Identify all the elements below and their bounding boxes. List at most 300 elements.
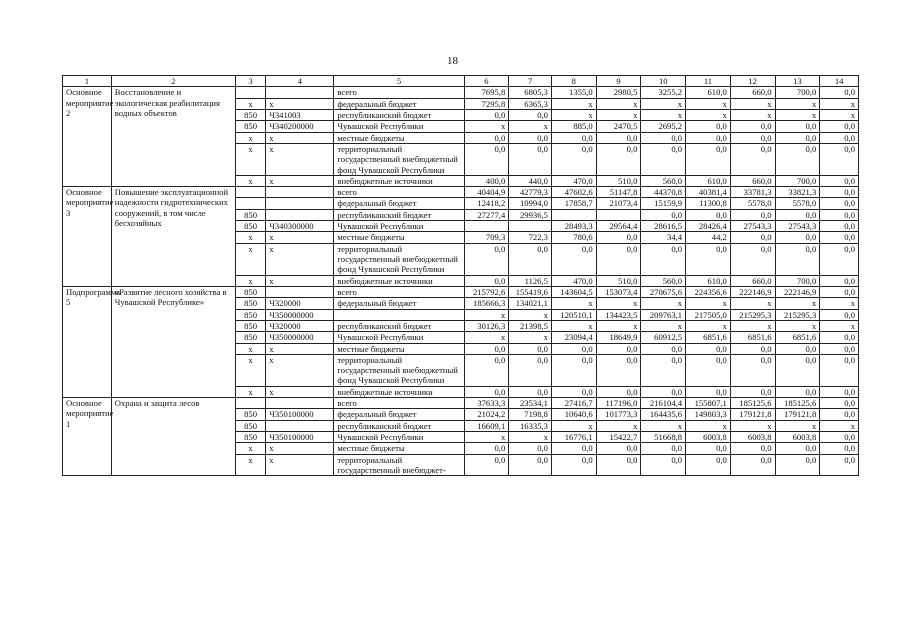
value-cell: x xyxy=(551,420,596,431)
value-cell: 722,3 xyxy=(509,232,552,243)
code-cell: x xyxy=(235,232,265,243)
code-cell: 850 xyxy=(235,221,265,232)
value-cell: x xyxy=(820,298,859,309)
header-cell: 13 xyxy=(775,76,820,87)
source-cell: республиканский бюджет xyxy=(334,420,464,431)
source-cell: федеральный бюджет xyxy=(334,98,464,109)
value-cell: 185666,3 xyxy=(464,298,509,309)
value-cell: 0,0 xyxy=(509,386,552,397)
target-code-cell: Ч340200000 xyxy=(266,121,334,132)
value-cell: 33781,3 xyxy=(730,187,775,198)
value-cell: 0,0 xyxy=(775,143,820,175)
value-cell: 0,0 xyxy=(730,343,775,354)
value-cell: 0,0 xyxy=(641,132,686,143)
value-cell: 0,0 xyxy=(551,454,596,476)
target-code-cell xyxy=(266,198,334,209)
source-cell: всего xyxy=(334,398,464,409)
value-cell: 0,0 xyxy=(730,143,775,175)
value-cell: 0,0 xyxy=(551,143,596,175)
value-cell: 0,0 xyxy=(464,454,509,476)
code-cell: x xyxy=(235,98,265,109)
target-code-cell: Ч341003 xyxy=(266,109,334,120)
value-cell: 0,0 xyxy=(775,243,820,275)
value-cell: 42779,3 xyxy=(509,187,552,198)
value-cell: 0,0 xyxy=(641,143,686,175)
value-cell: 0,0 xyxy=(686,143,731,175)
value-cell: 0,0 xyxy=(820,454,859,476)
value-cell: 134021,1 xyxy=(509,298,552,309)
code-cell: x xyxy=(235,275,265,286)
value-cell: 60912,5 xyxy=(641,332,686,343)
value-cell: 0,0 xyxy=(820,175,859,186)
item-title-cell: Восстановление и экологическая реабилитация водных объектов xyxy=(111,87,235,187)
value-cell: 164435,6 xyxy=(641,409,686,420)
header-cell: 8 xyxy=(551,76,596,87)
value-cell: 0,0 xyxy=(686,443,731,454)
code-cell: 850 xyxy=(235,209,265,220)
table-row xyxy=(63,187,859,198)
value-cell: 0,0 xyxy=(686,386,731,397)
code-cell: x xyxy=(235,386,265,397)
value-cell: 117196,0 xyxy=(596,398,641,409)
value-cell: 0,0 xyxy=(596,386,641,397)
value-cell: 15422,7 xyxy=(596,432,641,443)
value-cell: 0,0 xyxy=(686,121,731,132)
value-cell: 0,0 xyxy=(641,443,686,454)
value-cell: x xyxy=(775,420,820,431)
value-cell: 28616,5 xyxy=(641,221,686,232)
header-cell: 14 xyxy=(820,76,859,87)
value-cell: 0,0 xyxy=(596,232,641,243)
value-cell: 470,0 xyxy=(551,175,596,186)
value-cell: 27543,3 xyxy=(730,221,775,232)
value-cell: 7198,8 xyxy=(509,409,552,420)
value-cell: 0,0 xyxy=(730,121,775,132)
value-cell: 0,0 xyxy=(775,232,820,243)
code-cell: 850 xyxy=(235,320,265,331)
value-cell: x xyxy=(596,298,641,309)
value-cell: 700,0 xyxy=(775,275,820,286)
value-cell: 155807,1 xyxy=(686,398,731,409)
source-cell: местные бюджеты xyxy=(334,443,464,454)
value-cell: 709,3 xyxy=(464,232,509,243)
value-cell: x xyxy=(509,309,552,320)
value-cell: 0,0 xyxy=(820,198,859,209)
source-cell xyxy=(334,309,464,320)
value-cell: x xyxy=(730,320,775,331)
value-cell: 0,0 xyxy=(730,386,775,397)
source-cell: Чувашской Республики xyxy=(334,332,464,343)
value-cell: 179121,8 xyxy=(730,409,775,420)
value-cell: 0,0 xyxy=(686,209,731,220)
value-cell: 0,0 xyxy=(820,443,859,454)
item-category-cell: Основное мероприятие 1 xyxy=(63,398,112,476)
source-cell: территориальный государственный внебюджетный фонд Чувашской Республики xyxy=(334,354,464,386)
value-cell: 0,0 xyxy=(596,443,641,454)
value-cell: x xyxy=(464,332,509,343)
value-cell: 0,0 xyxy=(464,275,509,286)
code-cell: 850 xyxy=(235,309,265,320)
code-cell: x xyxy=(235,132,265,143)
source-cell: федеральный бюджет xyxy=(334,298,464,309)
code-cell: x xyxy=(235,143,265,175)
value-cell: 101773,3 xyxy=(596,409,641,420)
header-cell: 12 xyxy=(730,76,775,87)
source-cell: местные бюджеты xyxy=(334,232,464,243)
target-code-cell xyxy=(266,209,334,220)
code-cell: x xyxy=(235,354,265,386)
value-cell: 0,0 xyxy=(820,143,859,175)
value-cell: 510,0 xyxy=(596,175,641,186)
value-cell: 134423,5 xyxy=(596,309,641,320)
code-cell xyxy=(235,198,265,209)
target-code-cell: Ч350100000 xyxy=(266,432,334,443)
value-cell: 27277,4 xyxy=(464,209,509,220)
source-cell: всего xyxy=(334,187,464,198)
value-cell: 0,0 xyxy=(464,109,509,120)
value-cell: 0,0 xyxy=(641,343,686,354)
value-cell: 0,0 xyxy=(820,275,859,286)
value-cell: x xyxy=(686,109,731,120)
target-code-cell xyxy=(266,398,334,409)
source-cell: Чувашской Республики xyxy=(334,221,464,232)
value-cell: 0,0 xyxy=(730,454,775,476)
value-cell: 0,0 xyxy=(820,409,859,420)
value-cell: x xyxy=(820,320,859,331)
value-cell: 2980,5 xyxy=(596,87,641,98)
value-cell: 0,0 xyxy=(464,343,509,354)
value-cell xyxy=(551,209,596,220)
value-cell: x xyxy=(464,432,509,443)
value-cell: 33821,3 xyxy=(775,187,820,198)
value-cell: x xyxy=(686,298,731,309)
value-cell: 0,0 xyxy=(730,232,775,243)
value-cell: 1126,5 xyxy=(509,275,552,286)
value-cell: x xyxy=(730,298,775,309)
value-cell: 44370,8 xyxy=(641,187,686,198)
value-cell: 5578,0 xyxy=(775,198,820,209)
value-cell: 21073,4 xyxy=(596,198,641,209)
value-cell: 16776,1 xyxy=(551,432,596,443)
value-cell: 0,0 xyxy=(641,243,686,275)
item-category-cell: Основное мероприятие 2 xyxy=(63,87,112,187)
value-cell: x xyxy=(775,320,820,331)
source-cell: территориальный государственный внебюджетный фонд Чувашской Республики xyxy=(334,243,464,275)
value-cell: 270675,6 xyxy=(641,286,686,297)
value-cell: 0,0 xyxy=(686,243,731,275)
target-code-cell: Ч340300000 xyxy=(266,221,334,232)
source-cell: республиканский бюджет xyxy=(334,109,464,120)
value-cell: 0,0 xyxy=(730,243,775,275)
value-cell: 0,0 xyxy=(775,454,820,476)
header-cell: 6 xyxy=(464,76,509,87)
value-cell: 120510,1 xyxy=(551,309,596,320)
value-cell: 0,0 xyxy=(551,354,596,386)
value-cell: 510,0 xyxy=(596,275,641,286)
item-title-cell: Охрана и защита лесов xyxy=(111,398,235,476)
value-cell: 0,0 xyxy=(775,343,820,354)
source-cell: республиканский бюджет xyxy=(334,209,464,220)
source-cell: всего xyxy=(334,286,464,297)
target-code-cell: x xyxy=(266,98,334,109)
code-cell: 850 xyxy=(235,121,265,132)
value-cell: 6851,6 xyxy=(775,332,820,343)
value-cell: 0,0 xyxy=(596,243,641,275)
value-cell: 0,0 xyxy=(820,121,859,132)
value-cell: 222146,9 xyxy=(730,286,775,297)
value-cell: 217505,0 xyxy=(686,309,731,320)
value-cell: x xyxy=(551,98,596,109)
value-cell: 0,0 xyxy=(509,343,552,354)
value-cell: 0,0 xyxy=(509,443,552,454)
header-cell: 10 xyxy=(641,76,686,87)
value-cell: 0,0 xyxy=(820,386,859,397)
target-code-cell xyxy=(266,286,334,297)
code-cell: 850 xyxy=(235,109,265,120)
item-title-cell: Повышение эксплуатационной надежности гидротехнических сооружений, в том числе бесхозяйных xyxy=(111,187,235,287)
target-code-cell: x xyxy=(266,175,334,186)
value-cell: 37633,3 xyxy=(464,398,509,409)
value-cell: 215295,3 xyxy=(775,309,820,320)
target-code-cell: Ч320000 xyxy=(266,298,334,309)
value-cell: 215295,3 xyxy=(730,309,775,320)
value-cell: 40404,9 xyxy=(464,187,509,198)
target-code-cell: x xyxy=(266,132,334,143)
table-row xyxy=(63,398,859,409)
value-cell: 3255,2 xyxy=(641,87,686,98)
value-cell: x xyxy=(820,109,859,120)
value-cell: x xyxy=(775,98,820,109)
value-cell: 0,0 xyxy=(820,209,859,220)
value-cell: 10994,0 xyxy=(509,198,552,209)
target-code-cell xyxy=(266,87,334,98)
value-cell: 30126,3 xyxy=(464,320,509,331)
value-cell: x xyxy=(730,98,775,109)
value-cell: 222146,9 xyxy=(775,286,820,297)
value-cell: x xyxy=(509,121,552,132)
target-code-cell: x xyxy=(266,275,334,286)
value-cell: 470,0 xyxy=(551,275,596,286)
value-cell: 44,2 xyxy=(686,232,731,243)
value-cell: 560,0 xyxy=(641,175,686,186)
value-cell: 885,0 xyxy=(551,121,596,132)
value-cell: x xyxy=(641,298,686,309)
table-row xyxy=(63,87,859,98)
value-cell: 0,0 xyxy=(551,443,596,454)
value-cell: 7695,8 xyxy=(464,87,509,98)
value-cell: 0,0 xyxy=(464,132,509,143)
value-cell: 0,0 xyxy=(509,132,552,143)
value-cell: 16335,3 xyxy=(509,420,552,431)
item-category-cell: Основное мероприятие 3 xyxy=(63,187,112,287)
value-cell: 660,0 xyxy=(730,275,775,286)
code-cell: 850 xyxy=(235,332,265,343)
target-code-cell: x xyxy=(266,343,334,354)
value-cell: x xyxy=(641,109,686,120)
value-cell: x xyxy=(775,109,820,120)
value-cell: x xyxy=(509,332,552,343)
source-cell: Чувашской Республики xyxy=(334,432,464,443)
value-cell: x xyxy=(730,420,775,431)
value-cell: 40381,4 xyxy=(686,187,731,198)
value-cell: 700,0 xyxy=(775,175,820,186)
value-cell: 12418,2 xyxy=(464,198,509,209)
target-code-cell: x xyxy=(266,232,334,243)
value-cell: 2470,5 xyxy=(596,121,641,132)
budget-table xyxy=(62,75,859,476)
target-code-cell: x xyxy=(266,443,334,454)
table-row xyxy=(63,286,859,297)
value-cell: 0,0 xyxy=(730,209,775,220)
header-cell: 3 xyxy=(235,76,265,87)
target-code-cell: x xyxy=(266,243,334,275)
value-cell: 27543,3 xyxy=(775,221,820,232)
source-cell: всего xyxy=(334,87,464,98)
value-cell xyxy=(509,221,552,232)
value-cell: 23534,1 xyxy=(509,398,552,409)
value-cell: 0,0 xyxy=(596,143,641,175)
value-cell: x xyxy=(464,309,509,320)
value-cell: 2695,2 xyxy=(641,121,686,132)
value-cell: 11300,8 xyxy=(686,198,731,209)
value-cell: 0,0 xyxy=(509,143,552,175)
value-cell: 215792,6 xyxy=(464,286,509,297)
header-cell: 4 xyxy=(266,76,334,87)
code-cell: 850 xyxy=(235,286,265,297)
value-cell: 17858,7 xyxy=(551,198,596,209)
value-cell: 6365,3 xyxy=(509,98,552,109)
value-cell: x xyxy=(641,420,686,431)
value-cell: 28426,4 xyxy=(686,221,731,232)
source-cell: республиканский бюджет xyxy=(334,320,464,331)
source-cell: местные бюджеты xyxy=(334,343,464,354)
value-cell: 610,0 xyxy=(686,175,731,186)
target-code-cell: Ч350100000 xyxy=(266,409,334,420)
value-cell: 0,0 xyxy=(775,132,820,143)
value-cell: x xyxy=(551,320,596,331)
value-cell: 0,0 xyxy=(551,132,596,143)
value-cell: 185125,6 xyxy=(775,398,820,409)
value-cell: 0,0 xyxy=(509,243,552,275)
code-cell xyxy=(235,187,265,198)
value-cell: 15159,9 xyxy=(641,198,686,209)
code-cell: x xyxy=(235,454,265,476)
value-cell: 0,0 xyxy=(551,343,596,354)
value-cell: 179121,8 xyxy=(775,409,820,420)
value-cell: 0,0 xyxy=(509,354,552,386)
value-cell: 0,0 xyxy=(820,243,859,275)
value-cell: x xyxy=(596,420,641,431)
code-cell: 850 xyxy=(235,298,265,309)
target-code-cell: x xyxy=(266,386,334,397)
value-cell: 0,0 xyxy=(464,354,509,386)
code-cell: x xyxy=(235,243,265,275)
value-cell: 0,0 xyxy=(464,443,509,454)
value-cell: x xyxy=(596,109,641,120)
value-cell: 0,0 xyxy=(686,343,731,354)
value-cell: 610,0 xyxy=(686,87,731,98)
value-cell: 0,0 xyxy=(730,354,775,386)
value-cell: 0,0 xyxy=(464,386,509,397)
value-cell: 0,0 xyxy=(820,432,859,443)
value-cell: 143604,5 xyxy=(551,286,596,297)
value-cell: 0,0 xyxy=(730,443,775,454)
value-cell: 0,0 xyxy=(686,132,731,143)
value-cell: 29936,5 xyxy=(509,209,552,220)
value-cell: x xyxy=(775,298,820,309)
value-cell: 0,0 xyxy=(464,143,509,175)
target-code-cell xyxy=(266,187,334,198)
code-cell xyxy=(235,87,265,98)
source-cell: территориальный государственный внебюджет- xyxy=(334,454,464,476)
value-cell: 700,0 xyxy=(775,87,820,98)
source-cell: Чувашской Республики xyxy=(334,121,464,132)
target-code-cell: x xyxy=(266,143,334,175)
target-code-cell: Ч320000 xyxy=(266,320,334,331)
value-cell: x xyxy=(686,420,731,431)
value-cell: 0,0 xyxy=(641,209,686,220)
value-cell: 0,0 xyxy=(509,454,552,476)
value-cell: x xyxy=(730,109,775,120)
item-category-cell: Подпрограмма 5 xyxy=(63,286,112,397)
code-cell: x xyxy=(235,443,265,454)
value-cell: 780,6 xyxy=(551,232,596,243)
target-code-cell: x xyxy=(266,354,334,386)
value-cell: 5578,0 xyxy=(730,198,775,209)
header-cell: 7 xyxy=(509,76,552,87)
value-cell: 400,0 xyxy=(464,175,509,186)
value-cell: 0,0 xyxy=(686,454,731,476)
value-cell: 0,0 xyxy=(820,221,859,232)
value-cell: x xyxy=(686,320,731,331)
value-cell: x xyxy=(686,98,731,109)
value-cell: 21024,2 xyxy=(464,409,509,420)
value-cell: 23094,4 xyxy=(551,332,596,343)
value-cell: 0,0 xyxy=(509,109,552,120)
value-cell: x xyxy=(820,420,859,431)
value-cell: 0,0 xyxy=(820,343,859,354)
value-cell: x xyxy=(464,121,509,132)
value-cell: 6003,8 xyxy=(686,432,731,443)
code-cell: 850 xyxy=(235,420,265,431)
value-cell: 0,0 xyxy=(820,232,859,243)
value-cell: 0,0 xyxy=(596,343,641,354)
header-cell: 5 xyxy=(334,76,464,87)
value-cell: 0,0 xyxy=(820,187,859,198)
item-title-cell: «Развитие лесного хозяйства в Чувашской Республике» xyxy=(111,286,235,397)
value-cell: 51668,8 xyxy=(641,432,686,443)
value-cell: 0,0 xyxy=(641,454,686,476)
value-cell: 0,0 xyxy=(686,354,731,386)
value-cell: 0,0 xyxy=(820,132,859,143)
value-cell: 153073,4 xyxy=(596,286,641,297)
value-cell: 660,0 xyxy=(730,87,775,98)
value-cell: 149803,3 xyxy=(686,409,731,420)
value-cell: 21398,5 xyxy=(509,320,552,331)
value-cell: 0,0 xyxy=(596,132,641,143)
value-cell: 10640,6 xyxy=(551,409,596,420)
source-cell: внебюджетные источники xyxy=(334,275,464,286)
source-cell: территориальный государственный внебюджетный фонд Чувашской Республики xyxy=(334,143,464,175)
value-cell: 0,0 xyxy=(641,386,686,397)
value-cell: 440,0 xyxy=(509,175,552,186)
value-cell: x xyxy=(509,432,552,443)
value-cell: x xyxy=(551,298,596,309)
header-cell: 11 xyxy=(686,76,731,87)
value-cell: 47602,6 xyxy=(551,187,596,198)
value-cell xyxy=(596,209,641,220)
header-row xyxy=(63,76,859,87)
